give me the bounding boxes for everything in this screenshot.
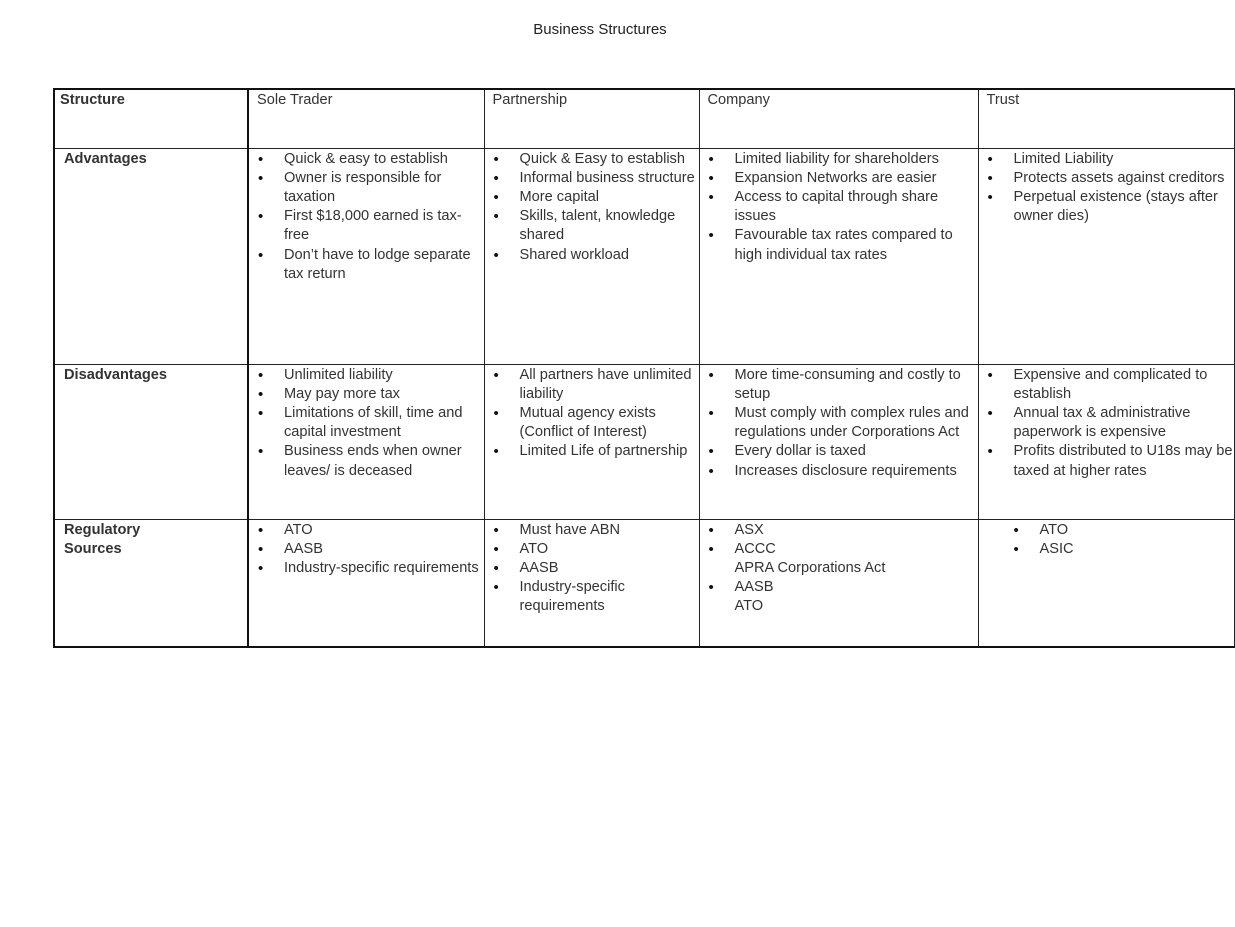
list-item-continuation: APRA Corporations Act [734, 559, 886, 576]
list-item: • Increases disclosure requirements [700, 462, 978, 481]
column-header-partnership: Partnership [484, 89, 699, 148]
disadvantages-sole-trader-list [249, 365, 484, 481]
disadvantages-sole-trader-cell [248, 364, 484, 519]
list-item: • ATO [249, 521, 484, 540]
list-item: • ATO [485, 540, 699, 559]
disadvantages-trust-cell [978, 364, 1234, 519]
row-header-line: Sources [64, 540, 122, 557]
list-item: • Must have ABN [485, 521, 699, 540]
list-item: • Industry-specific requirements [485, 578, 699, 616]
regulatory-sole-trader-list [249, 520, 484, 579]
list-item: • Shared workload [485, 246, 699, 265]
list-item: • Don’t have to lodge separate tax return [249, 246, 484, 284]
advantages-company-cell [699, 148, 978, 364]
page-title: Business Structures [533, 21, 667, 38]
disadvantages-company-cell [699, 364, 978, 519]
regulatory-sole-trader-cell [248, 519, 484, 647]
list-item: • Perpetual existence (stays after owner dies) [979, 188, 1234, 226]
list-item: • Expensive and complicated to establish [979, 366, 1234, 404]
list-item: • Limited liability for shareholders [700, 150, 978, 169]
regulatory-sources-row [54, 519, 1234, 647]
disadvantages-partnership-cell [484, 364, 699, 519]
row-header-regulatory-sources [54, 519, 248, 647]
list-item: • Owner is responsible for taxation [249, 169, 484, 207]
list-item: • Protects assets against creditors [979, 169, 1234, 188]
list-item: • Profits distributed to U18s may be taxed at higher rates [979, 442, 1234, 480]
row-header-structure: Structure [54, 89, 248, 148]
list-item: • Skills, talent, knowledge shared [485, 207, 699, 245]
list-item: • Quick & easy to establish [249, 150, 484, 169]
list-item: • Annual tax & administrative paperwork is expensive [979, 404, 1234, 442]
list-item: • ASIC [979, 540, 1234, 559]
row-header-line: Regulatory [64, 521, 141, 538]
list-item [700, 540, 978, 578]
list-item: • ASX [700, 521, 978, 540]
list-item: • Expansion Networks are easier [700, 169, 978, 188]
advantages-row [54, 148, 1234, 364]
disadvantages-partnership-list [485, 365, 699, 462]
business-structures-table [53, 88, 1235, 648]
list-item: • AASB [249, 540, 484, 559]
list-item: • Mutual agency exists (Conflict of Interest) [485, 404, 699, 442]
advantages-partnership-list [485, 149, 699, 265]
regulatory-trust-list [979, 520, 1234, 559]
list-item: • ATO [979, 521, 1234, 540]
advantages-trust-cell [978, 148, 1234, 364]
regulatory-company-list [700, 520, 978, 617]
regulatory-company-cell [699, 519, 978, 647]
regulatory-partnership-cell [484, 519, 699, 647]
advantages-partnership-cell [484, 148, 699, 364]
list-item [700, 578, 978, 616]
list-item: • Favourable tax rates compared to high individual tax rates [700, 226, 978, 264]
list-item-text: • ACCC [734, 540, 776, 557]
column-header-company: Company [699, 89, 978, 148]
column-header-trust: Trust [978, 89, 1234, 148]
advantages-trust-list [979, 149, 1234, 227]
list-item: • Informal business structure [485, 169, 699, 188]
list-item: • May pay more tax [249, 385, 484, 404]
list-item: • AASB [485, 559, 699, 578]
list-item: • All partners have unlimited liability [485, 366, 699, 404]
row-header-disadvantages: Disadvantages [54, 364, 248, 519]
list-item: • Quick & Easy to establish [485, 150, 699, 169]
list-item: • Industry-specific requirements [249, 559, 484, 578]
advantages-sole-trader-list [249, 149, 484, 284]
list-item: • Limited Liability [979, 150, 1234, 169]
disadvantages-company-list [700, 365, 978, 481]
column-header-sole-trader: Sole Trader [248, 89, 484, 148]
list-item: • More time-consuming and costly to setup [700, 366, 978, 404]
disadvantages-trust-list [979, 365, 1234, 481]
list-item: • Every dollar is taxed [700, 442, 978, 461]
list-item: • Must comply with complex rules and regulations under Corporations Act [700, 404, 978, 442]
regulatory-trust-cell [978, 519, 1234, 647]
list-item: • More capital [485, 188, 699, 207]
list-item-continuation: ATO [734, 598, 764, 615]
list-item: • Limited Life of partnership [485, 442, 699, 461]
row-header-advantages: Advantages [54, 148, 248, 364]
list-item: • First $18,000 earned is tax-free [249, 207, 484, 245]
regulatory-partnership-list [485, 520, 699, 617]
list-item: • Business ends when owner leaves/ is deceased [249, 442, 484, 480]
list-item: • Access to capital through share issues [700, 188, 978, 226]
business-structures-table-wrapper [53, 88, 1233, 649]
disadvantages-row [54, 364, 1234, 519]
header-row [54, 89, 1234, 148]
list-item-text: • AASB [734, 579, 774, 596]
list-item: • Limitations of skill, time and capital investment [249, 404, 484, 442]
advantages-company-list [700, 149, 978, 265]
advantages-sole-trader-cell [248, 148, 484, 364]
list-item: • Unlimited liability [249, 366, 484, 385]
